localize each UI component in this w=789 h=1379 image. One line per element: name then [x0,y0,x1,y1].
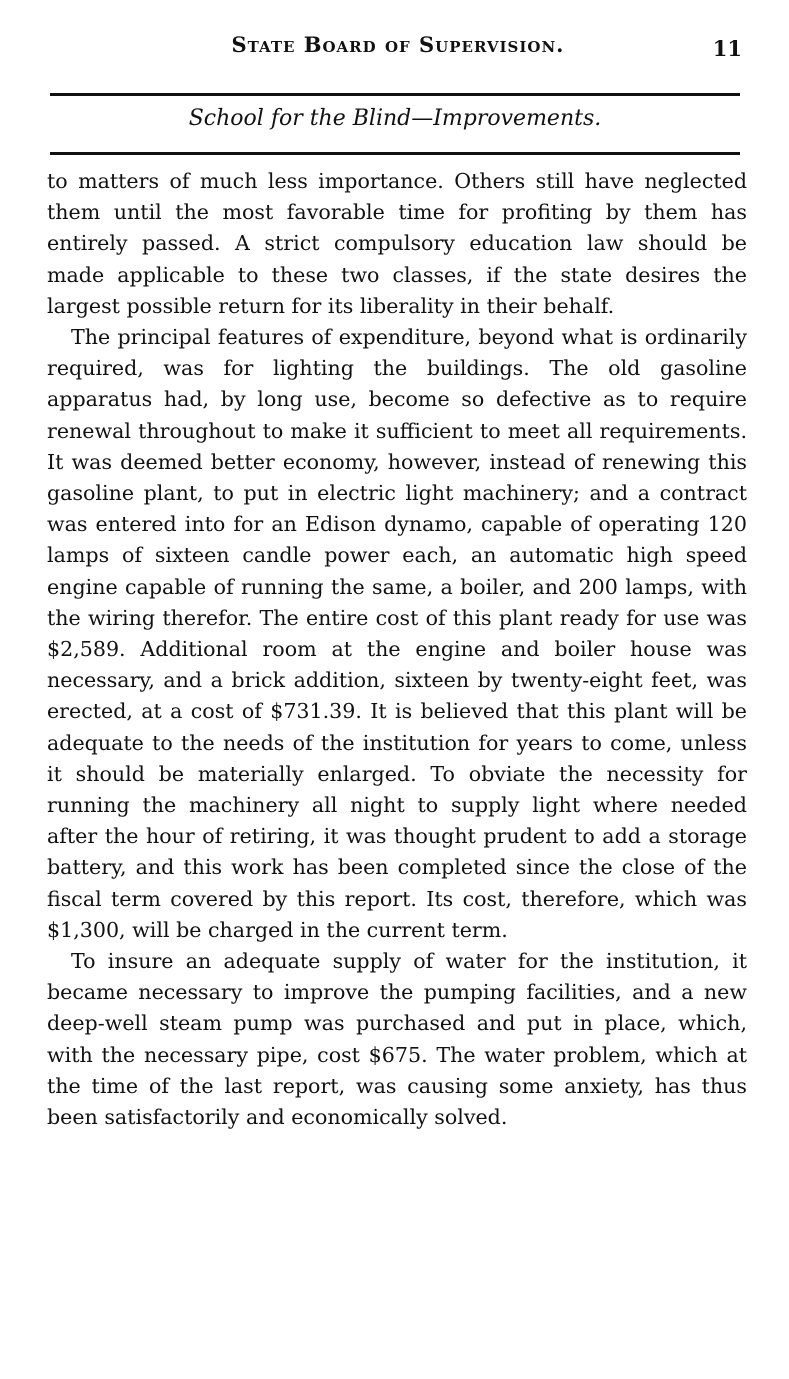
page-number: 11 [712,36,742,61]
body-text [47,166,747,1133]
paragraph-lighting-expenditure: The principal features of expenditure, beyond what is ordinarily required, was for lighting the buildings. The old gasoline apparatus had, by long use, become so defective as to require renewal throughout to make it sufficient to meet all requirements. It was deemed better economy, however, instead of renewing this gasoline plant, to put in electric light machinery; and a contract was entered into for an Edison dynamo, capable of operating 120 lamps of sixteen candle power each, an automatic high speed engine capable of running the same, a boiler, and 200 lamps, with the wiring therefor. The entire cost of this plant ready for use was $2,589. Additional room at the engine and boiler house was necessary, and a brick addition, sixteen by twenty-eight feet, was erected, at a cost of $731.39. It is believed that this plant will be adequate to the needs of the institution for years to come, unless it should be materially enlarged. To obviate the necessity for running the machinery all night to supply light where needed after the hour of retiring, it was thought prudent to add a storage battery, and this work has been completed since the close of the fiscal term covered by this report. Its cost, therefore, which was $1,300, will be charged in the current term. [47,325,747,942]
page-header [48,30,748,70]
running-head: State Board of Supervision. [231,32,565,57]
paragraph-continuation: to matters of much less importance. Others still have neglected them until the most favorable time for profiting by them has entirely passed. A strict compulsory education law should be made applicable to these two classes, if the state desires the largest possible return for its liberality in their behalf. [47,169,747,318]
paragraph-water-supply: To insure an adequate supply of water for the institution, it became necessary to improve the pumping facilities, and a new deep-well steam pump was purchased and put in place, which, with the necessary pipe, cost $675. The water problem, which at the time of the last report, was causing some anxiety, has thus been satisfactorily and economically solved. [47,949,747,1130]
header-rule-bottom [50,152,740,155]
header-rule-top [50,93,740,96]
section-title: School for the Blind—Improvements. [188,106,602,131]
